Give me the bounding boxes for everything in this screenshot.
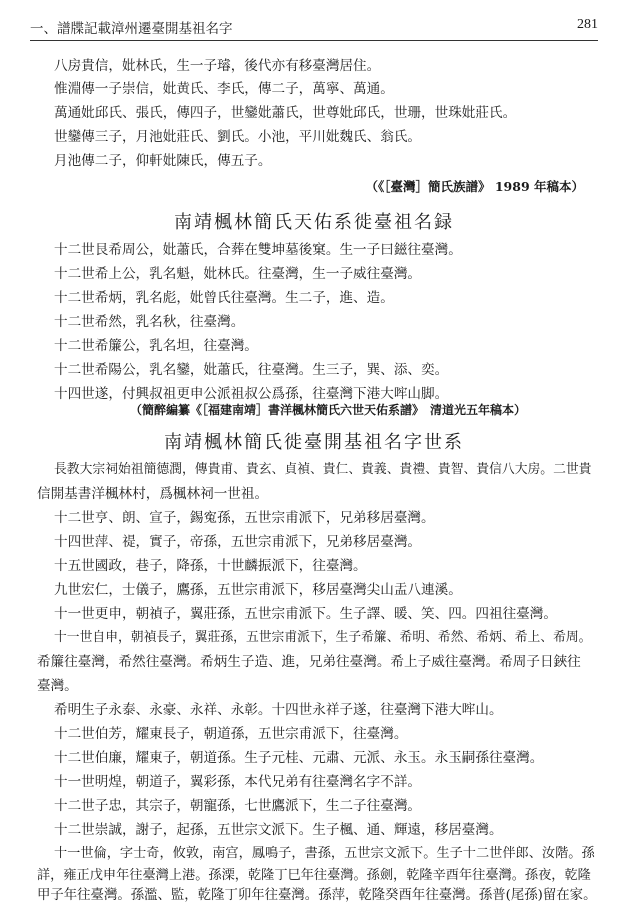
source-citation: （簡醉編纂《［福建南靖］書洋楓林簡氏六世天佑系譜》 清道光五年稿本） xyxy=(130,403,527,417)
text-line: 甲子年往臺灣。孫濫、監，乾隆丁卯年往臺灣。孫萍，乾隆癸酉年往臺灣。孫普(尾孫)留在家。 xyxy=(37,888,597,903)
text-line: 十二世伯廉，耀東子，朝道孫。生子元桂、元肅、元派、永玉。永玉嗣孫往臺灣。 xyxy=(54,750,544,766)
text-line: 十四世遂，付興叔祖更申公派祖叔公爲孫，往臺灣下港大哰山脚。 xyxy=(54,386,449,402)
text-line: 世鑾傳三子，月池妣莊氏、劉氏。小池，平川妣魏氏、翁氏。 xyxy=(54,129,422,145)
text-line: 十二世希簾公，乳名坦，往臺灣。 xyxy=(54,338,258,354)
text-line: 長教大宗祠始祖簡德潤，傳貴甫、貴玄、貞禎、貴仁、貴義、貴禮、貴智、貴信八大房。二世貴 xyxy=(54,462,592,477)
page-number: 281 xyxy=(577,17,598,32)
text-line: 十一世更申，朝禎子，翼莊孫，五世宗甫派下。生子譯、暖、笑、四。四祖往臺灣。 xyxy=(54,606,557,622)
text-line: 月池傳二子，仰軒妣陳氏，傳五子。 xyxy=(54,153,272,169)
text-line: 十二世崇誠，謝子，起孫，五世宗文派下。生子楓、通、輝遠，移居臺灣。 xyxy=(54,822,503,838)
text-line: 九世宏仁，士儀子，鷹孫，五世宗甫派下，移居臺灣尖山盂八連溪。 xyxy=(54,582,462,598)
page-header xyxy=(30,17,598,39)
text-line: 希明生子永泰、永豪、永祥、永彰。十四世永祥子遂，往臺灣下港大哰山。 xyxy=(54,702,503,718)
text-line: 希簾往臺灣，希然往臺灣。希炳生子造、進，兄弟往臺灣。希上子威往臺灣。希周子日鋏往 xyxy=(37,654,581,670)
section-title: 南靖楓林簡氏徙臺開基祖名字世系 xyxy=(164,432,464,453)
text-line: 十二世艮希周公，妣蕭氏，合葬在雙坤墓後窠。生一子曰鎡往臺灣。 xyxy=(54,242,462,258)
text-line: 十四世萍、禔，實子，帝孫，五世宗甫派下，兄弟移居臺灣。 xyxy=(54,534,422,550)
text-line: 臺灣。 xyxy=(37,678,78,694)
text-line: 詳，雍正戊申年往臺灣上港。孫溧，乾隆丁巳年往臺灣。孫劍，乾隆辛酉年往臺灣。孫夜，乾隆 xyxy=(37,868,591,883)
text-line: 十二世希上公，乳名魁，妣林氏。往臺灣，生一子威往臺灣。 xyxy=(54,266,422,282)
source-citation: （《［臺灣］簡氏族譜》 1989 年稿本） xyxy=(365,179,584,194)
text-line: 信開基書洋楓林村，爲楓林祠一世祖。 xyxy=(37,486,269,502)
text-line: 萬通妣邱氏、張氏，傳四子，世鑾妣蕭氏，世尊妣邱氏，世珊，世珠妣莊氏。 xyxy=(54,105,517,121)
text-line: 八房貴信，妣林氏，生一子璿，後代亦有移臺灣居住。 xyxy=(54,58,381,74)
text-line: 十二世希然，乳名秋，往臺灣。 xyxy=(54,314,245,330)
text-line: 十二世子忠，其宗子，朝寵孫，七世鷹派下，生二子往臺灣。 xyxy=(54,798,422,814)
text-line: 十二世希陽公，乳名鑾，妣蕭氏，往臺灣。生三子，巽、添、奕。 xyxy=(54,362,449,378)
text-line: 十五世國政，巷子，降孫，十世麟振派下，往臺灣。 xyxy=(54,558,367,574)
text-line: 惟淵傳一子崇信，妣黄氏、李氏，傳二子，萬寧、萬通。 xyxy=(54,81,394,97)
running-header: 一、譜牒記載漳州遷臺開基祖名字 xyxy=(30,21,233,37)
text-line: 十一世明煌，朝道子，翼彩孫，本代兄弟有往臺灣名字不詳。 xyxy=(54,774,422,790)
text-line: 十一世自申，朝禎長子，翼莊孫，五世宗甫派下，生子希簾、希明、希然、希炳、希上、希周。 xyxy=(54,630,592,645)
text-line: 十二世希炳，乳名彪，妣曾氏往臺灣。生二子，進、造。 xyxy=(54,290,394,306)
text-line: 十一世倫，字士奇，攸敦，南宫，鳳鳴子，書孫，五世宗文派下。生子十二世伴郎、汝階。孫 xyxy=(54,846,595,861)
header-rule xyxy=(30,40,598,41)
text-line: 十二世伯芳，耀東長子，朝道孫，五世宗甫派下，往臺灣。 xyxy=(54,726,408,742)
text-line: 十二世亨、朗、宣子，錫寃孫，五世宗甫派下，兄弟移居臺灣。 xyxy=(54,510,435,526)
section-title: 南靖楓林簡氏天佑系徙臺祖名録 xyxy=(174,212,454,233)
